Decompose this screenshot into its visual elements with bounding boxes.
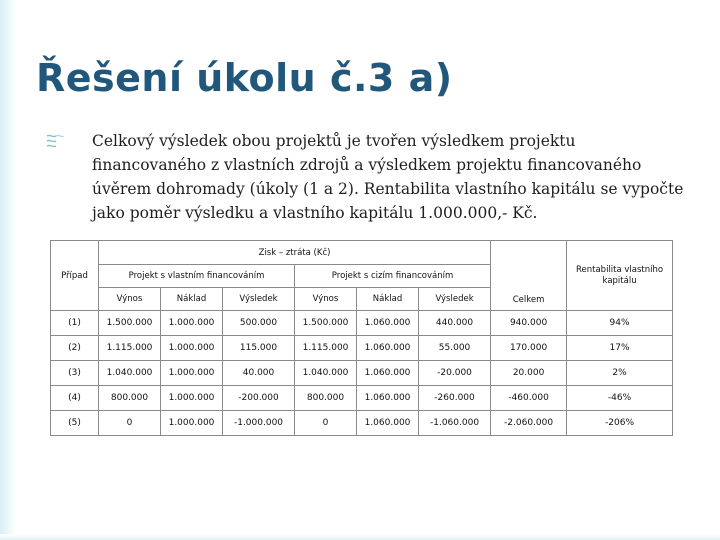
- cell-own-result: 115.000: [223, 336, 295, 361]
- cell-own-revenue: 0: [99, 411, 161, 436]
- cell-total: -2.060.000: [491, 411, 567, 436]
- cell-external-cost: 1.060.000: [357, 311, 419, 336]
- header-external-result: Výsledek: [419, 288, 491, 311]
- header-total: Celkem: [491, 241, 567, 311]
- header-roe: Rentabilita vlastního kapitálu: [567, 241, 673, 311]
- cell-case: (2): [51, 336, 99, 361]
- wave-bullet-icon: [45, 133, 65, 149]
- header-external-financing: Projekt s cizím financováním: [295, 265, 491, 288]
- cell-total: -460.000: [491, 386, 567, 411]
- cell-own-cost: 1.000.000: [161, 361, 223, 386]
- cell-case: (4): [51, 386, 99, 411]
- table-row: [51, 336, 673, 361]
- cell-external-revenue: 1.040.000: [295, 361, 357, 386]
- decorative-bottom-band: [0, 534, 720, 540]
- cell-external-revenue: 1.115.000: [295, 336, 357, 361]
- cell-own-cost: 1.000.000: [161, 411, 223, 436]
- cell-own-cost: 1.000.000: [161, 386, 223, 411]
- cell-own-revenue: 1.115.000: [99, 336, 161, 361]
- cell-external-cost: 1.060.000: [357, 361, 419, 386]
- header-external-cost: Náklad: [357, 288, 419, 311]
- results-table: [50, 240, 673, 436]
- cell-roe: -46%: [567, 386, 673, 411]
- cell-external-result: -260.000: [419, 386, 491, 411]
- cell-external-cost: 1.060.000: [357, 336, 419, 361]
- cell-own-revenue: 1.500.000: [99, 311, 161, 336]
- cell-own-result: 40.000: [223, 361, 295, 386]
- cell-external-result: -1.060.000: [419, 411, 491, 436]
- cell-case: (1): [51, 311, 99, 336]
- cell-own-result: -200.000: [223, 386, 295, 411]
- cell-roe: 2%: [567, 361, 673, 386]
- cell-external-revenue: 1.500.000: [295, 311, 357, 336]
- cell-total: 940.000: [491, 311, 567, 336]
- cell-external-revenue: 800.000: [295, 386, 357, 411]
- cell-own-cost: 1.000.000: [161, 311, 223, 336]
- header-profit-loss: Zisk – ztráta (Kč): [99, 241, 491, 265]
- table-body: [51, 311, 673, 436]
- decorative-side-band: [0, 0, 16, 540]
- table-row: [51, 411, 673, 436]
- cell-own-result: -1.000.000: [223, 411, 295, 436]
- header-case: Případ: [51, 241, 99, 311]
- cell-case: (3): [51, 361, 99, 386]
- cell-own-revenue: 800.000: [99, 386, 161, 411]
- cell-external-result: 440.000: [419, 311, 491, 336]
- cell-external-cost: 1.060.000: [357, 386, 419, 411]
- header-own-cost: Náklad: [161, 288, 223, 311]
- header-external-revenue: Výnos: [295, 288, 357, 311]
- table-row: [51, 361, 673, 386]
- cell-own-revenue: 1.040.000: [99, 361, 161, 386]
- cell-roe: 94%: [567, 311, 673, 336]
- slide-title: Řešení úkolu č.3 a): [36, 56, 453, 100]
- cell-own-result: 500.000: [223, 311, 295, 336]
- cell-external-revenue: 0: [295, 411, 357, 436]
- header-own-financing: Projekt s vlastním financováním: [99, 265, 295, 288]
- cell-own-cost: 1.000.000: [161, 336, 223, 361]
- body-paragraph: Celkový výsledek obou projektů je tvořen výsledkem projektu financovaného z vlastních zdrojů a výsledkem projektu financovaného úvěrem dohromady (úkoly (1 a 2). Rentabilita vlastního kapitálu se vypočte jako poměr výsledku a vlastního kapitálu 1.000.000,- Kč.: [92, 132, 684, 222]
- cell-external-cost: 1.060.000: [357, 411, 419, 436]
- header-own-revenue: Výnos: [99, 288, 161, 311]
- cell-total: 170.000: [491, 336, 567, 361]
- cell-roe: 17%: [567, 336, 673, 361]
- cell-external-result: 55.000: [419, 336, 491, 361]
- table-row: [51, 311, 673, 336]
- cell-roe: -206%: [567, 411, 673, 436]
- header-own-result: Výsledek: [223, 288, 295, 311]
- cell-external-result: -20.000: [419, 361, 491, 386]
- cell-case: (5): [51, 411, 99, 436]
- table-row: [51, 386, 673, 411]
- cell-total: 20.000: [491, 361, 567, 386]
